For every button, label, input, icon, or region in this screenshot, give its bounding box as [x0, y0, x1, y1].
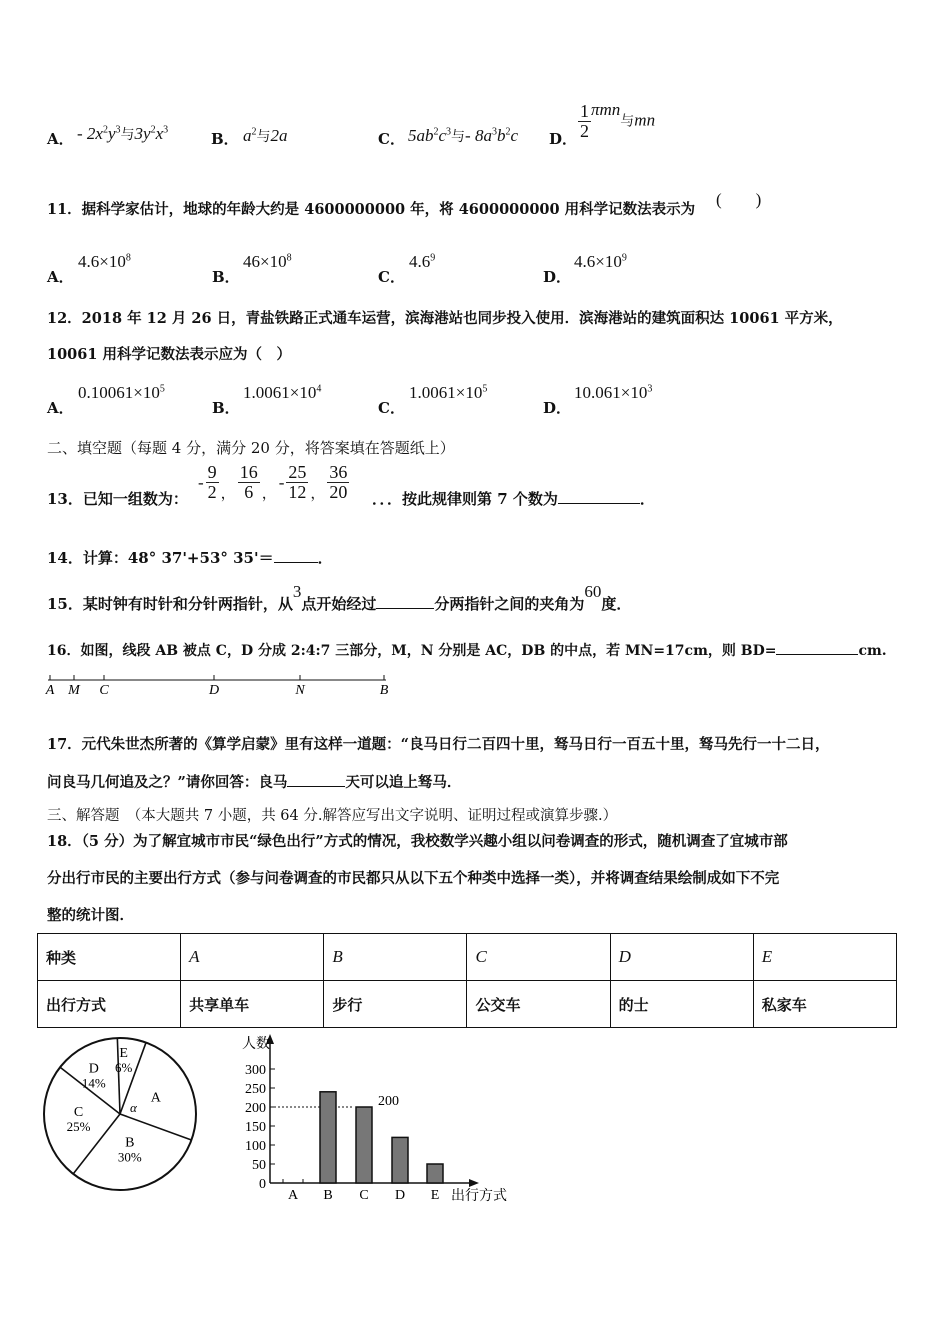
q18-line3: 整的统计图． [47, 907, 134, 924]
section-2-heading: 二、填空题（每题 4 分，满分 20 分，将答案填在答题纸上） [47, 439, 455, 457]
q12-option-c-label: C． [378, 399, 405, 417]
segment-point-label: A [45, 683, 55, 698]
q15-answer-blank[interactable] [376, 594, 434, 609]
q12-option-a-label: A． [47, 399, 74, 417]
table-row [38, 981, 897, 1028]
segment-point-label: B [379, 683, 389, 698]
q11-option-a-label: A． [47, 268, 74, 286]
q11-option-c-label: C． [378, 268, 405, 286]
q13-answer-blank[interactable] [558, 489, 640, 504]
table-cell: 共享单车 [181, 981, 324, 1028]
bar-c [356, 1107, 372, 1183]
table-cell: D [610, 934, 753, 981]
bar-b [320, 1092, 336, 1183]
table-cell: A [181, 934, 324, 981]
pie-slice-label-b: B [125, 1135, 135, 1151]
q17-line2: 问良马几何追及之？”请你回答：良马 天可以追上驽马． [47, 774, 462, 791]
q17-answer-blank[interactable] [287, 772, 345, 787]
q11-option-c-expr: $4.6^9$ [409, 252, 436, 271]
q10-option-a-expr: - $2x^2y^3$与$3y^2x^3$ [77, 124, 169, 143]
pie-slice-percent-b: 30% [117, 1149, 142, 1165]
q11-option-b-label: B． [212, 268, 240, 286]
q12-option-b-expr: $1.0061\times 10^4$ [243, 383, 322, 402]
q17-line1: 17．元代朱世杰所著的《算学启蒙》里有这样一道题：“良马日行二百四十里，驽马日行一百五十里，驽马先行一十二日， [47, 736, 830, 753]
table-cell: 种类 [38, 934, 181, 981]
q13-fraction-2: $\frac{16}{6}$ [239, 462, 258, 502]
table-cell: 私家车 [753, 981, 896, 1028]
pie-slice-percent-c: 25% [66, 1118, 91, 1134]
bar-x-tick-label: A [287, 1188, 299, 1203]
bar-e [427, 1164, 443, 1183]
bar-x-axis-title: 出行方式 [451, 1189, 507, 1204]
pie-angle-alpha: α [130, 1100, 137, 1115]
bar-y-tick-label: 150 [245, 1120, 266, 1135]
segment-point-label: N [295, 683, 305, 698]
q13-sequence: - $\frac{9}{2}$ ， $\frac{16}{6}$ ， - $\frac{25}{12}$ ， $\frac{36}{20}$ [198, 462, 348, 502]
q11-option-b-expr: $46\times 10^8$ [243, 252, 292, 271]
q11-option-a-expr: $4.6\times 10^8$ [78, 252, 131, 271]
q18-line1: 18．（5 分）为了解宜城市市民“绿色出行”方式的情况，我校数学兴趣小组以问卷调查的形式，随机调查了宜城市部 [47, 833, 788, 850]
table-cell: 出行方式 [38, 981, 181, 1028]
q10-option-d-label: D． [549, 130, 578, 148]
pie-slice-label-a: A [150, 1090, 161, 1106]
bar-data-label: 200 [378, 1094, 399, 1109]
q12-stem-line2: 10061 用科学记数法表示应为（ ） [47, 346, 291, 363]
bar-y-tick-label: 0 [259, 1177, 266, 1192]
bar-x-tick-label: E [430, 1188, 440, 1203]
q10-option-c-expr: $5ab^2c^3$与- $8a^3b^2c$ [408, 126, 519, 145]
table-cell: B [324, 934, 467, 981]
pie-slice-percent-e: 6% [115, 1059, 133, 1075]
bar-chart [225, 1028, 525, 1208]
q13-fraction-1: $\frac{9}{2}$ [207, 462, 217, 502]
bar-x-tick-label: D [394, 1188, 406, 1203]
q16: 16．如图，线段 AB 被点 C，D 分成 2:4:7 三部分，M，N 分别是 AC，DB 的中点，若 MN=17cm，则 BD= cm. [47, 640, 887, 660]
section-3-heading: 三、解答题 （本大题共 7 小题，共 64 分.解答应写出文字说明、证明过程或演算步骤.） [47, 808, 618, 824]
q10-option-b-label: B． [211, 130, 239, 148]
segment-point-label: C [99, 683, 109, 698]
q12-option-d-label: D． [543, 399, 572, 417]
segment-diagram [40, 670, 400, 702]
pie-slice-label-e: E [119, 1045, 128, 1061]
table-cell: 步行 [324, 981, 467, 1028]
q10-option-d-expr: $\frac{1}{2}$ πmn与mn [580, 100, 656, 141]
bar-x-tick-label: B [323, 1188, 333, 1203]
bar-y-tick-label: 100 [245, 1139, 266, 1154]
table-cell: 公交车 [467, 981, 610, 1028]
q13-fraction-3: $\frac{25}{12}$ [288, 462, 307, 502]
table-cell: E [753, 934, 896, 981]
q12-option-a-expr: $0.10061\times 10^5$ [78, 383, 165, 402]
q13-prefix: 13．已知一组数为： [47, 490, 188, 508]
q12-option-b-label: B． [212, 399, 240, 417]
bar-y-tick-label: 50 [252, 1158, 266, 1173]
q16-answer-blank[interactable] [776, 640, 858, 655]
q11-paren: ( ) [716, 190, 762, 209]
bar-y-tick-label: 250 [245, 1082, 266, 1097]
bar-x-tick-label: C [359, 1188, 369, 1203]
segment-point-label: D [208, 683, 220, 698]
bar-y-tick-label: 300 [245, 1063, 266, 1078]
q13-suffix: ．．．按此规律则第 7 个数为 ． [372, 490, 655, 508]
q10-option-a-label: A． [47, 130, 74, 148]
bar-y-tick-label: 200 [245, 1101, 266, 1116]
table-cell: C [467, 934, 610, 981]
bar-y-axis-title: 人数 [242, 1037, 270, 1052]
table-cell: 的士 [610, 981, 753, 1028]
q14-answer-blank[interactable] [274, 548, 318, 563]
bar-d [392, 1137, 408, 1183]
q13-fraction-4: $\frac{36}{20}$ [329, 462, 348, 502]
pie-chart [40, 1036, 210, 1202]
q10-option-b-expr: $a^2$与2a [243, 126, 288, 145]
category-table [37, 933, 897, 1028]
pie-slice-label-d: D [88, 1061, 99, 1077]
pie-slice-percent-d: 14% [81, 1075, 106, 1091]
pie-slice-label-c: C [73, 1104, 84, 1120]
q10-option-c-label: C． [378, 130, 405, 148]
q11-option-d-expr: $4.6\times 10^9$ [574, 252, 627, 271]
q11-option-d-label: D． [543, 268, 572, 286]
q11-stem: 11．据科学家估计，地球的年龄大约是 4600000000 年，将 4600000000 用科学记数法表示为 [47, 201, 696, 218]
bar-x-axis-arrow [469, 1179, 479, 1187]
q15: 15．某时钟有时针和分针两指针，从3点开始经过 分两指针之间的夹角为60度． [47, 582, 632, 613]
q12-stem-line1: 12．2018 年 12 月 26 日，青盐铁路正式通车运营，滨海港站也同步投入使用．滨海港站的建筑面积达 10061 平方米， [47, 310, 843, 327]
table-row [38, 934, 897, 981]
q12-option-c-expr: $1.0061\times 10^5$ [409, 383, 488, 402]
q12-option-d-expr: $10.061\times 10^3$ [574, 383, 653, 402]
q18-line2: 分出行市民的主要出行方式（参与问卷调查的市民都只从以下五个种类中选择一类），并将调查结果绘制成如下不完 [47, 870, 780, 887]
segment-point-label: M [68, 683, 80, 698]
q14: 14．计算：48° 37'+53° 35'＝ ． [47, 549, 333, 567]
